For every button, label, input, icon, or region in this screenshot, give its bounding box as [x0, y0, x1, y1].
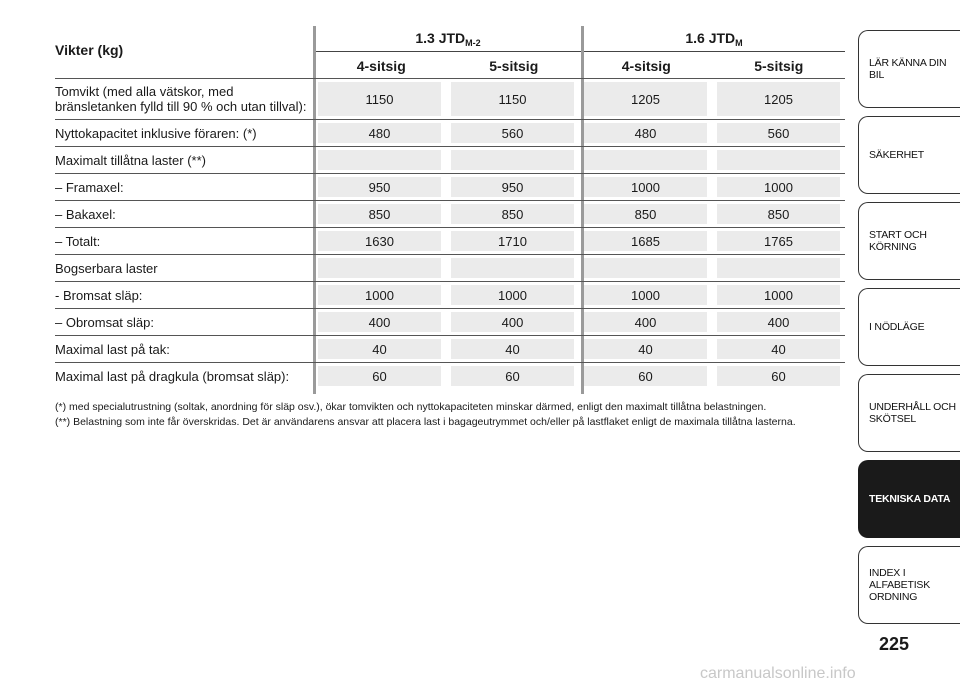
table-row: [55, 200, 845, 227]
value-cell: 1630: [318, 231, 441, 251]
table-row: [55, 308, 845, 335]
table-row: [55, 254, 845, 281]
row-label: Nyttokapacitet inklusive föraren: (*): [55, 125, 257, 141]
chapter-tab-label: SÄKERHET: [869, 149, 924, 161]
table-title: Vikter (kg): [55, 42, 124, 58]
row-label: Maximal last på tak:: [55, 341, 170, 357]
row-label: – Bakaxel:: [55, 206, 116, 222]
row-label: Maximal last på dragkula (bromsat släp):: [55, 368, 290, 384]
chapter-tab[interactable]: [858, 30, 960, 108]
value-cell: 950: [318, 177, 441, 197]
footnotes: [55, 400, 845, 430]
value-cell: 400: [717, 312, 840, 332]
value-cell: 60: [584, 366, 707, 386]
value-cell: 480: [318, 123, 441, 143]
seat-config: 5-sitsig: [754, 58, 804, 74]
value-cell: [451, 258, 574, 278]
value-cell: 60: [717, 366, 840, 386]
value-cell: 850: [717, 204, 840, 224]
table-row: [55, 173, 845, 200]
value-cell: [318, 258, 441, 278]
value-cell: [584, 258, 707, 278]
chapter-tab-label: LÄR KÄNNA DIN BIL: [869, 57, 947, 81]
value-cell: 400: [318, 312, 441, 332]
value-cell: 1000: [451, 285, 574, 305]
value-cell: 40: [717, 339, 840, 359]
engine-name: 1.3 JTD: [415, 30, 466, 46]
seat-config: 4-sitsig: [621, 58, 671, 74]
value-cell: 850: [318, 204, 441, 224]
page-number: 225: [878, 634, 910, 654]
value-cell: 1205: [584, 82, 707, 116]
value-cell: 40: [318, 339, 441, 359]
chapter-tab-label: UNDERHÅLL OCH SKÖTSEL: [869, 401, 956, 425]
value-cell: [717, 150, 840, 170]
value-cell: 1000: [318, 285, 441, 305]
engine-sub: M-2: [465, 38, 481, 48]
footnote: (**) Belastning som inte får överskridas. Det är användarens ansvar att placera last i bagageutrymmet och/eller på lastflaket enligt de maximala tillåtna lasterna.: [55, 416, 796, 428]
chapter-tab[interactable]: [858, 546, 960, 624]
value-cell: [584, 150, 707, 170]
engine-sub: M: [735, 38, 743, 48]
value-cell: 950: [451, 177, 574, 197]
table-body: [55, 78, 845, 389]
engine-header-1: [313, 30, 583, 48]
seat-config: 4-sitsig: [356, 58, 406, 74]
value-cell: [451, 150, 574, 170]
table-row: [55, 362, 845, 389]
seat-config: 5-sitsig: [489, 58, 539, 74]
value-cell: 1710: [451, 231, 574, 251]
chapter-tab[interactable]: [858, 116, 960, 194]
value-cell: 60: [451, 366, 574, 386]
table-header: [55, 26, 845, 58]
table-row: [55, 227, 845, 254]
engine-name: 1.6 JTD: [685, 30, 736, 46]
chapter-tab-label: I NÖDLÄGE: [869, 321, 925, 333]
row-label: Bogserbara laster: [55, 260, 158, 276]
row-label: - Bromsat släp:: [55, 287, 143, 303]
table-row: [55, 119, 845, 146]
row-label: – Obromsat släp:: [55, 314, 154, 330]
chapter-tab-label: INDEX I ALFABETISK ORDNING: [869, 567, 931, 603]
table-row: [55, 78, 845, 119]
value-cell: 560: [717, 123, 840, 143]
chapter-tab-label: TEKNISKA DATA: [869, 493, 951, 505]
value-cell: 400: [451, 312, 574, 332]
value-cell: 1000: [717, 285, 840, 305]
chapter-tab[interactable]: [858, 288, 960, 366]
engine-header-2: [583, 30, 845, 48]
row-label: – Framaxel:: [55, 179, 124, 195]
header-rule: [313, 51, 845, 52]
table-row: [55, 335, 845, 362]
watermark: carmanualsonline.info: [700, 665, 856, 682]
value-cell: 480: [584, 123, 707, 143]
seat-config-row: [315, 54, 845, 78]
chapter-tab[interactable]: [858, 374, 960, 452]
value-cell: 1000: [584, 177, 707, 197]
value-cell: 1000: [584, 285, 707, 305]
table-row: [55, 281, 845, 308]
value-cell: [717, 258, 840, 278]
value-cell: 40: [584, 339, 707, 359]
value-cell: 1685: [584, 231, 707, 251]
chapter-tab-label: START OCH KÖRNING: [869, 229, 927, 253]
value-cell: 850: [584, 204, 707, 224]
value-cell: 1765: [717, 231, 840, 251]
value-cell: 1000: [717, 177, 840, 197]
table-row: [55, 146, 845, 173]
value-cell: 850: [451, 204, 574, 224]
value-cell: 1205: [717, 82, 840, 116]
value-cell: 1150: [318, 82, 441, 116]
row-label: – Totalt:: [55, 233, 101, 249]
footnote: (*) med specialutrustning (soltak, anordning för släp osv.), ökar tomvikten och nyttokapaciteten minskar därmed, enligt den maximalt tillåtna belastningen.: [55, 401, 767, 413]
value-cell: 60: [318, 366, 441, 386]
value-cell: 40: [451, 339, 574, 359]
value-cell: 560: [451, 123, 574, 143]
row-label: Tomvikt (med alla vätskor, med bränsletanken fylld till 90 % och utan tillval):: [55, 84, 307, 114]
chapter-tab[interactable]: [858, 460, 960, 538]
value-cell: [318, 150, 441, 170]
value-cell: 1150: [451, 82, 574, 116]
chapter-tab[interactable]: [858, 202, 960, 280]
row-label: Maximalt tillåtna laster (**): [55, 152, 206, 168]
value-cell: 400: [584, 312, 707, 332]
